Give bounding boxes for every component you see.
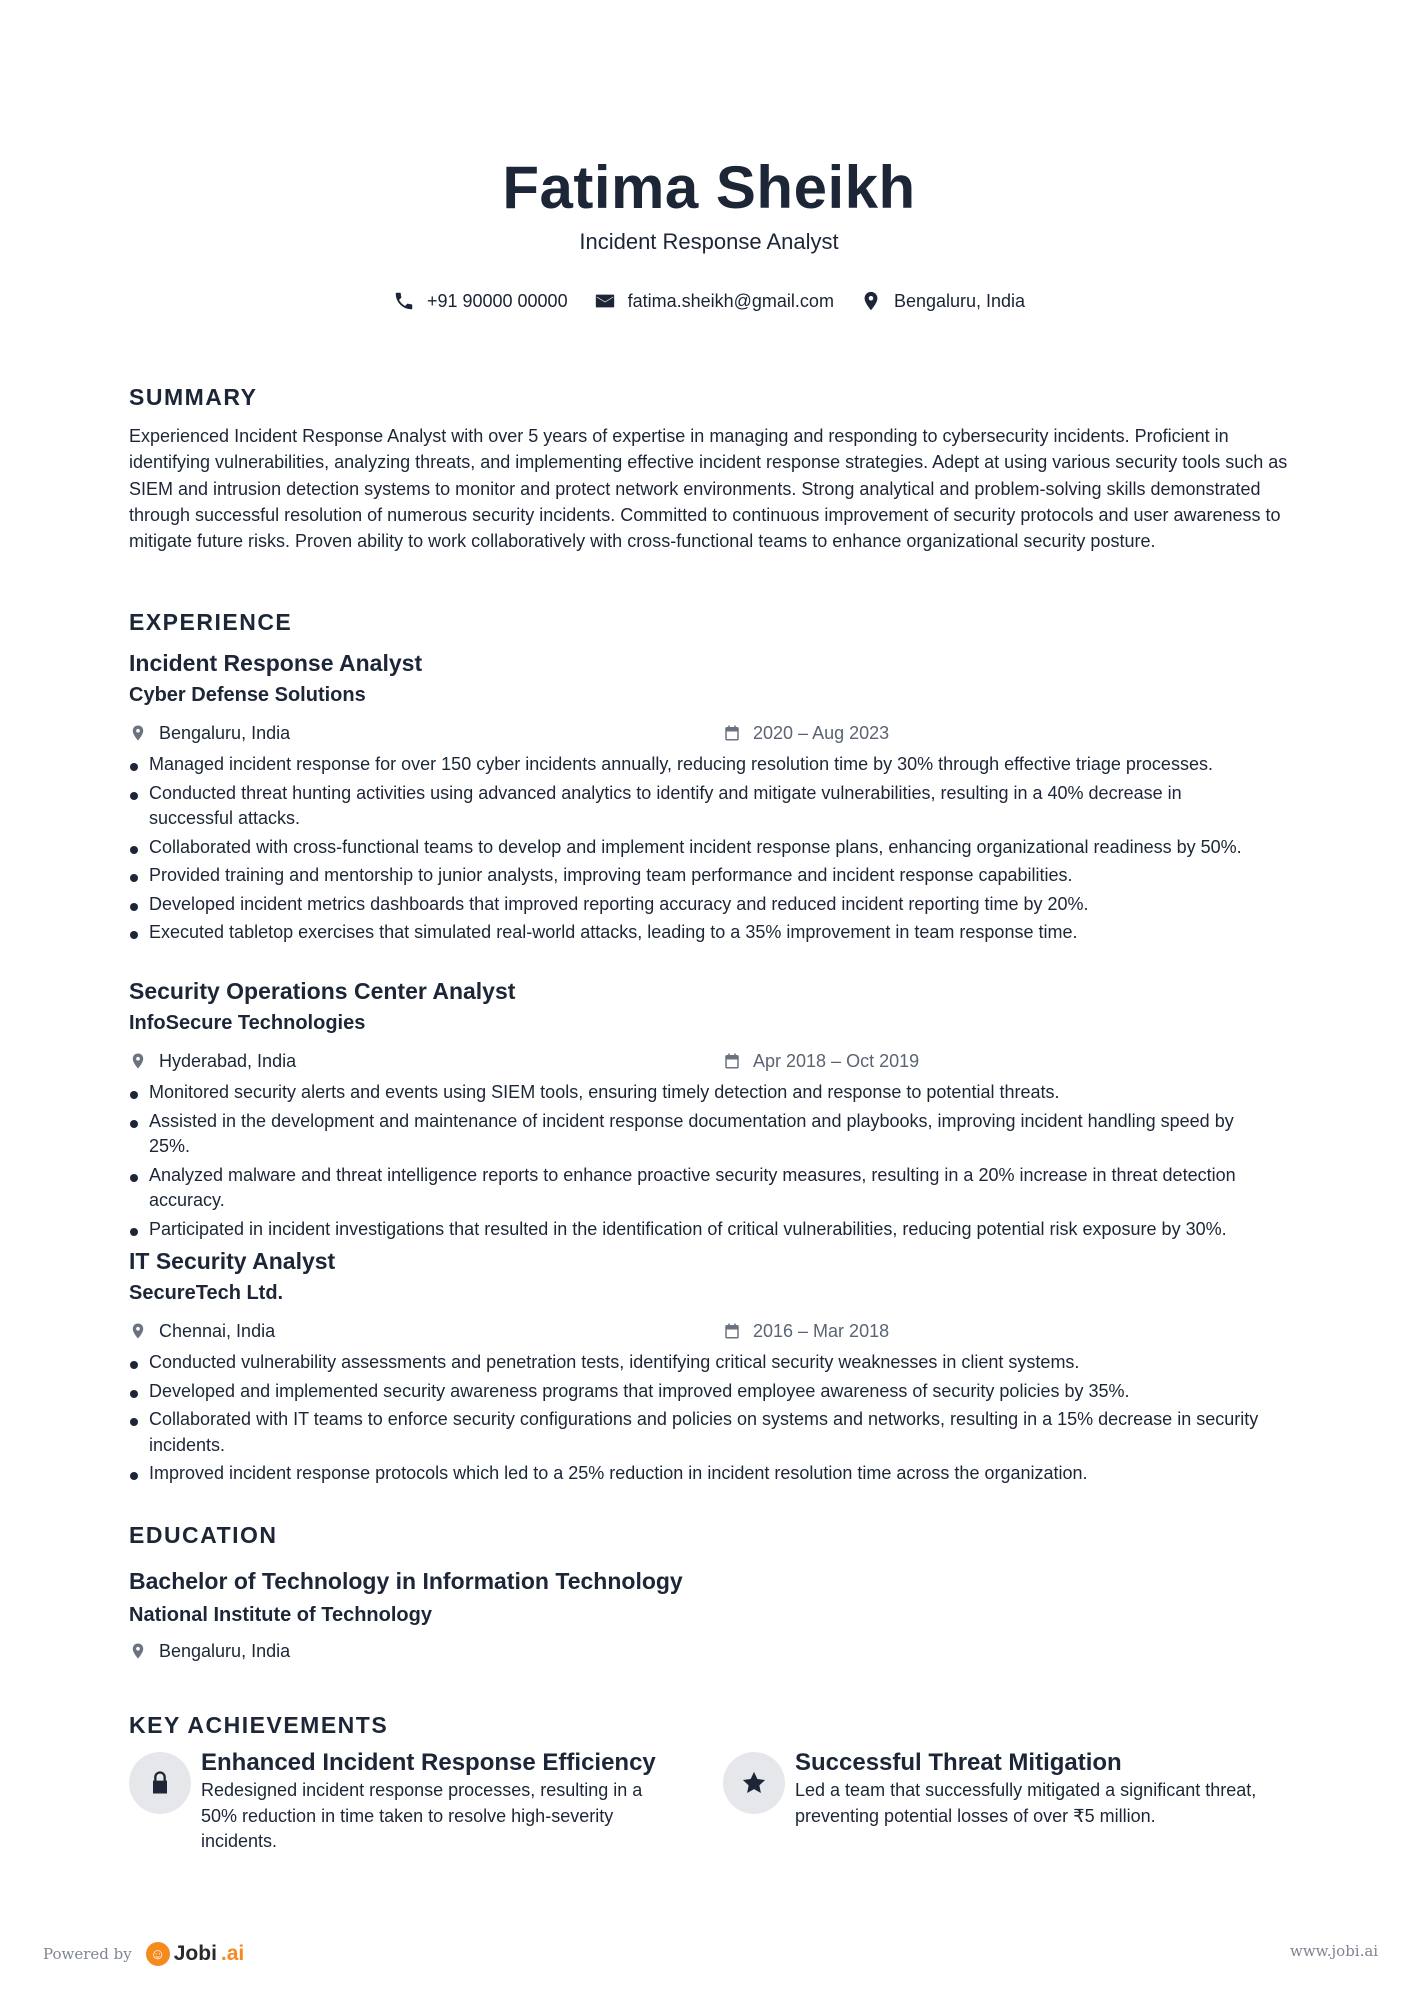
mail-icon bbox=[594, 290, 616, 312]
phone-icon bbox=[393, 290, 415, 312]
job-dates-text: 2020 – Aug 2023 bbox=[753, 723, 890, 743]
contact-location bbox=[860, 288, 1025, 314]
star-icon bbox=[740, 1769, 768, 1797]
job-location bbox=[129, 1318, 275, 1344]
list-item: Provided training and mentorship to junior analysts, improving team performance and incident response capabilities. bbox=[129, 863, 1289, 889]
list-item: Assisted in the development and maintenance of incident response documentation and playbooks, improving incident handling speed by 25%. bbox=[129, 1109, 1289, 1160]
list-item: Collaborated with cross-functional teams to develop and implement incident response plans, enhancing organizational readiness by 50%. bbox=[129, 835, 1289, 861]
job-meta bbox=[129, 1048, 1289, 1074]
contact-phone bbox=[393, 288, 568, 314]
achievement-description: Redesigned incident response processes, resulting in a 50% reduction in time taken to resolve high-severity incidents. bbox=[201, 1780, 643, 1851]
job-location-text: Hyderabad, India bbox=[159, 1051, 297, 1071]
candidate-name: Fatima Sheikh bbox=[502, 154, 916, 221]
powered-by-footer bbox=[43, 1942, 244, 1966]
contact-row bbox=[129, 288, 1289, 314]
summary-text: Experienced Incident Response Analyst with over 5 years of expertise in managing and responding to cybersecurity incidents. Proficient in identifying vulnerabilities, analyzing threats, and implementing effective incident response strategies. Adept at using various security tools such as SIEM and intrusion detection systems to monitor and protect network environments. Strong analytical and problem-solving skills demonstrated through successful resolution of numerous security incidents. Committed to continuous improvement of security protocols and user awareness to mitigate future risks. Proven ability to work collaboratively with cross-functional teams to enhance organizational security posture. bbox=[129, 426, 1288, 552]
list-item: Developed incident metrics dashboards that improved reporting accuracy and reduced incident reporting time by 20%. bbox=[129, 892, 1289, 918]
location-pin-icon bbox=[129, 1322, 147, 1340]
education-meta bbox=[129, 1638, 1289, 1664]
job-location bbox=[129, 1048, 296, 1074]
job-bullets bbox=[129, 1350, 1289, 1487]
jobi-logo-suffix: .ai bbox=[220, 1942, 245, 1965]
job-title: IT Security Analyst bbox=[129, 1248, 336, 1274]
experience-entry bbox=[129, 1246, 1289, 1490]
job-meta bbox=[129, 720, 1289, 746]
list-item: Collaborated with IT teams to enforce security configurations and policies on systems and networks, resulting in a 15% decrease in security incidents. bbox=[129, 1407, 1289, 1458]
education-entry bbox=[129, 1566, 1289, 1664]
job-location bbox=[129, 720, 290, 746]
location-pin-icon bbox=[860, 290, 882, 312]
powered-by-label: Powered by bbox=[43, 1945, 132, 1963]
degree-title: Bachelor of Technology in Information Technology bbox=[129, 1568, 683, 1594]
job-location-text: Bengaluru, India bbox=[159, 723, 291, 743]
list-item: Conducted vulnerability assessments and penetration tests, identifying critical security weaknesses in client systems. bbox=[129, 1350, 1289, 1376]
calendar-icon bbox=[723, 1052, 741, 1070]
candidate-title: Incident Response Analyst bbox=[579, 229, 839, 254]
location-pin-icon bbox=[129, 1052, 147, 1070]
achievement-description: Led a team that successfully mitigated a significant threat, preventing potential losses of over ₹5 million. bbox=[795, 1780, 1257, 1826]
list-item: Analyzed malware and threat intelligence reports to enhance proactive security measures, resulting in a 20% increase in threat detection accuracy. bbox=[129, 1163, 1289, 1214]
list-item: Improved incident response protocols which led to a 25% reduction in incident resolution time across the organization. bbox=[129, 1461, 1289, 1487]
job-title: Incident Response Analyst bbox=[129, 650, 423, 676]
calendar-icon bbox=[723, 724, 741, 742]
experience-entry bbox=[129, 976, 1289, 1245]
job-bullets bbox=[129, 752, 1289, 946]
job-title: Security Operations Center Analyst bbox=[129, 978, 516, 1004]
job-location-text: Chennai, India bbox=[159, 1321, 276, 1341]
jobi-logo[interactable] bbox=[146, 1942, 245, 1966]
list-item: Participated in incident investigations that resulted in the identification of critical vulnerabilities, reducing potential risk exposure by 30%. bbox=[129, 1217, 1289, 1243]
job-dates bbox=[723, 720, 889, 746]
calendar-icon bbox=[723, 1322, 741, 1340]
job-bullets bbox=[129, 1080, 1289, 1242]
company-name: SecureTech Ltd. bbox=[129, 1282, 284, 1304]
list-item: Executed tabletop exercises that simulated real-world attacks, leading to a 35% improvement in team response time. bbox=[129, 920, 1289, 946]
website-link[interactable]: www.jobi.ai bbox=[1290, 1942, 1379, 1960]
education-location bbox=[129, 1638, 290, 1664]
location-pin-icon bbox=[129, 724, 147, 742]
email-text: fatima.sheikh@gmail.com bbox=[627, 291, 834, 311]
section-title-experience: EXPERIENCE bbox=[129, 609, 293, 635]
list-item: Managed incident response for over 150 cyber incidents annually, reducing resolution time by 30% through effective triage processes. bbox=[129, 752, 1289, 778]
list-item: Monitored security alerts and events using SIEM tools, ensuring timely detection and response to potential threats. bbox=[129, 1080, 1289, 1106]
section-title-achievements: KEY ACHIEVEMENTS bbox=[129, 1712, 389, 1738]
section-title-education: EDUCATION bbox=[129, 1522, 278, 1548]
achievement-icon-badge bbox=[129, 1752, 191, 1814]
phone-text: +91 90000 00000 bbox=[426, 291, 568, 311]
job-meta bbox=[129, 1318, 1289, 1344]
jobi-logo-icon: ☺ bbox=[146, 1942, 170, 1966]
job-dates-text: Apr 2018 – Oct 2019 bbox=[753, 1051, 920, 1071]
company-name: InfoSecure Technologies bbox=[129, 1012, 366, 1034]
location-text: Bengaluru, India bbox=[893, 291, 1026, 311]
job-dates bbox=[723, 1048, 919, 1074]
list-item: Developed and implemented security awareness programs that improved employee awareness of security policies by 35%. bbox=[129, 1379, 1289, 1405]
achievement-title: Successful Threat Mitigation bbox=[795, 1749, 1122, 1776]
achievement-title: Enhanced Incident Response Efficiency bbox=[201, 1749, 656, 1776]
job-dates bbox=[723, 1318, 889, 1344]
section-title-summary: SUMMARY bbox=[129, 384, 258, 410]
education-location-text: Bengaluru, India bbox=[159, 1641, 291, 1661]
achievement-icon-badge bbox=[723, 1752, 785, 1814]
lock-icon bbox=[146, 1769, 174, 1797]
location-pin-icon bbox=[129, 1642, 147, 1660]
jobi-logo-text: Jobi bbox=[173, 1942, 217, 1965]
school-name: National Institute of Technology bbox=[129, 1604, 432, 1626]
job-dates-text: 2016 – Mar 2018 bbox=[753, 1321, 890, 1341]
list-item: Conducted threat hunting activities using advanced analytics to identify and mitigate vulnerabilities, resulting in a 40% decrease in successful attacks. bbox=[129, 781, 1289, 832]
contact-email bbox=[594, 288, 834, 314]
company-name: Cyber Defense Solutions bbox=[129, 684, 366, 706]
experience-entry bbox=[129, 648, 1289, 949]
